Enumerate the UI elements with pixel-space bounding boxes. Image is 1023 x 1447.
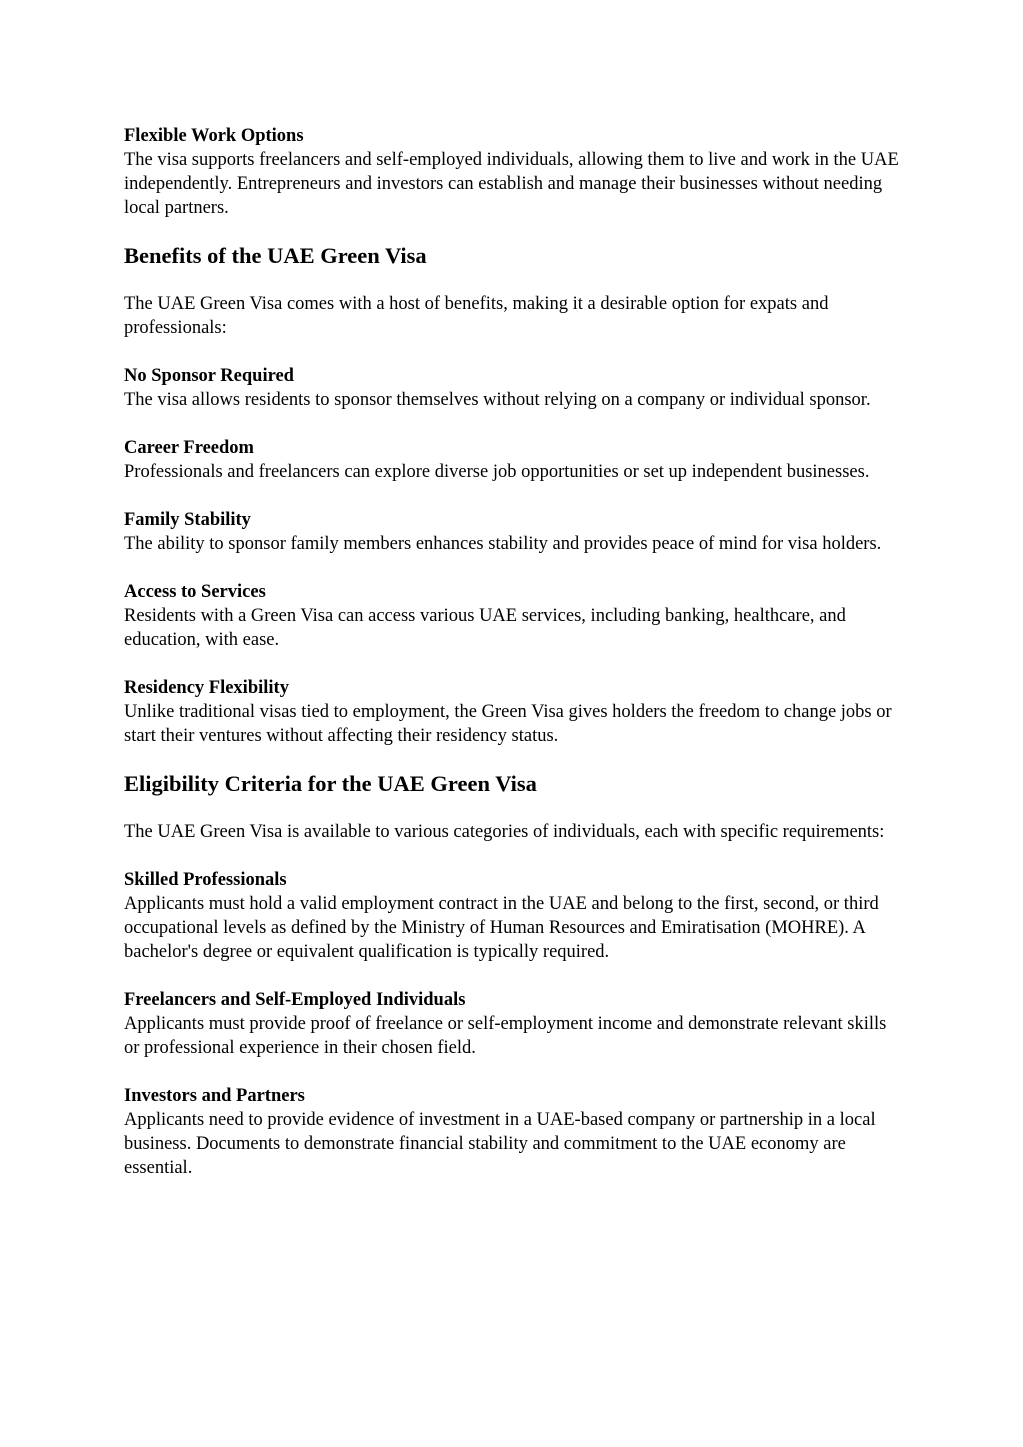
item-title: Family Stability	[124, 510, 251, 530]
item-text: The visa allows residents to sponsor themselves without relying on a company or individual sponsor.	[124, 390, 871, 410]
item-text: Applicants need to provide evidence of investment in a UAE-based company or partnership in a local business. Documents to demonstrate financial stability and commitment to the UAE economy are essential.	[124, 1110, 876, 1178]
benefit-item-access-to-services	[124, 580, 904, 652]
item-text: Professionals and freelancers can explore diverse job opportunities or set up independent businesses.	[124, 462, 870, 482]
item-title: Investors and Partners	[124, 1086, 305, 1106]
item-title: Residency Flexibility	[124, 678, 289, 698]
item-text: The ability to sponsor family members enhances stability and provides peace of mind for visa holders.	[124, 534, 882, 554]
document-page	[124, 124, 904, 1204]
item-title: No Sponsor Required	[124, 366, 294, 386]
benefit-item-family-stability	[124, 508, 904, 556]
benefits-heading: Benefits of the UAE Green Visa	[124, 243, 427, 268]
item-title: Freelancers and Self-Employed Individuals	[124, 990, 466, 1010]
item-title: Skilled Professionals	[124, 870, 287, 890]
benefit-item-residency-flexibility	[124, 676, 904, 748]
item-text: Unlike traditional visas tied to employment, the Green Visa gives holders the freedom to change jobs or start their ventures without affecting their residency status.	[124, 702, 892, 746]
eligibility-heading: Eligibility Criteria for the UAE Green Visa	[124, 771, 537, 796]
item-text: Applicants must provide proof of freelance or self-employment income and demonstrate relevant skills or professional experience in their chosen field.	[124, 1014, 887, 1058]
item-title: Access to Services	[124, 582, 266, 602]
eligibility-item-skilled-professionals	[124, 868, 904, 964]
item-title: Career Freedom	[124, 438, 254, 458]
item-text: The visa supports freelancers and self-employed individuals, allowing them to live and work in the UAE independently. Entrepreneurs and investors can establish and manage their businesses without needing local partners.	[124, 150, 899, 218]
item-text: Residents with a Green Visa can access various UAE services, including banking, healthcare, and education, with ease.	[124, 606, 846, 650]
item-title: Flexible Work Options	[124, 126, 304, 146]
benefit-item-no-sponsor	[124, 364, 904, 412]
eligibility-item-freelancers	[124, 988, 904, 1060]
flexible-work-options-section	[124, 124, 904, 220]
benefits-intro: The UAE Green Visa comes with a host of benefits, making it a desirable option for expats and professionals:	[124, 294, 829, 338]
item-text: Applicants must hold a valid employment contract in the UAE and belong to the first, second, or third occupational levels as defined by the Ministry of Human Resources and Emiratisation (MOHRE). A bachelor's degree or equivalent qualification is typically required.	[124, 894, 879, 962]
eligibility-item-investors	[124, 1084, 904, 1180]
eligibility-intro: The UAE Green Visa is available to various categories of individuals, each with specific requirements:	[124, 822, 885, 842]
benefit-item-career-freedom	[124, 436, 904, 484]
